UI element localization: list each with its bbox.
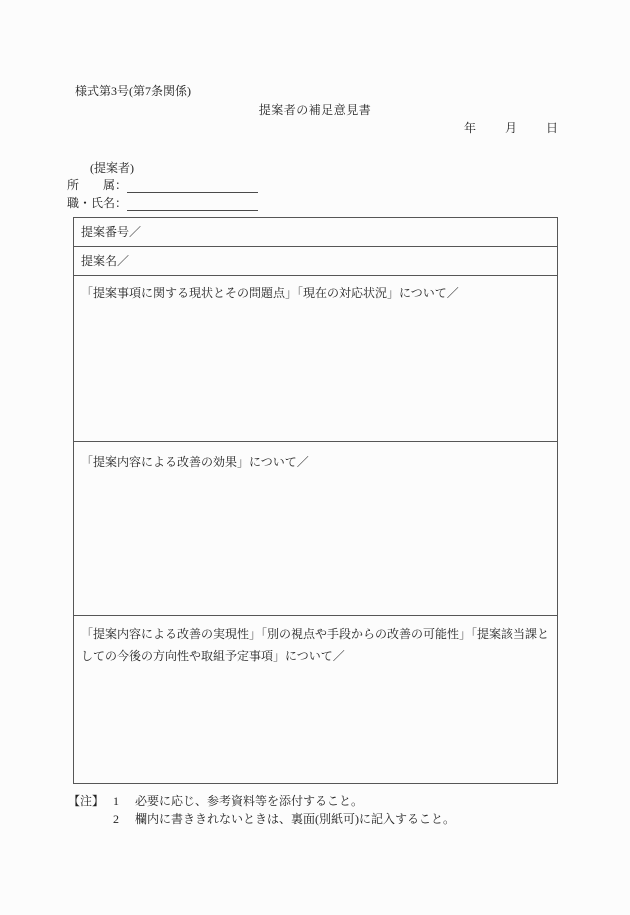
- table-row-current-status[interactable]: [74, 276, 557, 442]
- date-year-label: 年: [463, 121, 476, 135]
- note-item-2: [68, 810, 455, 828]
- note-number-2: 2: [113, 812, 119, 826]
- date-day-label: 日: [545, 121, 558, 135]
- table-row-feasibility[interactable]: [74, 616, 557, 783]
- name-label: 職・氏名：: [67, 196, 128, 210]
- note-text-2: 欄内に書ききれないときは、裏面(別紙可)に記入すること。: [135, 812, 455, 826]
- row-label-proposal-name: 提案名／: [81, 253, 130, 268]
- row-label-proposal-number: 提案番号／: [81, 224, 142, 239]
- form-number: 様式第3号(第7条関係): [75, 84, 191, 98]
- note-tag-spacer: [68, 810, 113, 828]
- page-title: 提案者の補足意見書: [258, 103, 372, 117]
- note-text-1: 必要に応じ、参考資料等を添付すること。: [135, 794, 364, 808]
- table-row-proposal-name[interactable]: [74, 247, 557, 276]
- name-input-line[interactable]: [127, 196, 258, 211]
- table-row-proposal-number[interactable]: [74, 218, 557, 247]
- proposer-heading: (提案者): [90, 161, 134, 175]
- row-label-current-status: 「提案事項に関する現状とその問題点」「現在の対応状況」について／: [81, 286, 459, 300]
- name-field: [67, 195, 258, 211]
- row-label-improvement-effect: 「提案内容による改善の効果」について／: [81, 455, 309, 469]
- date-month-label: 月: [504, 121, 517, 135]
- footer-notes: [68, 792, 455, 828]
- affiliation-label: 所 属：: [67, 178, 128, 192]
- table-row-improvement-effect[interactable]: [74, 442, 557, 616]
- date-line: [464, 121, 558, 136]
- note-item-1: [68, 792, 455, 810]
- note-number-1: 1: [113, 794, 119, 808]
- row-label-feasibility: 「提案内容による改善の実現性」「別の視点や手段からの改善の可能性」「提案該当課としての今後の方向性や取組予定事項」について／: [81, 627, 550, 663]
- form-table: [73, 217, 558, 784]
- affiliation-input-line[interactable]: [127, 178, 258, 193]
- affiliation-field: [67, 177, 258, 193]
- note-tag: 【注】: [68, 794, 105, 808]
